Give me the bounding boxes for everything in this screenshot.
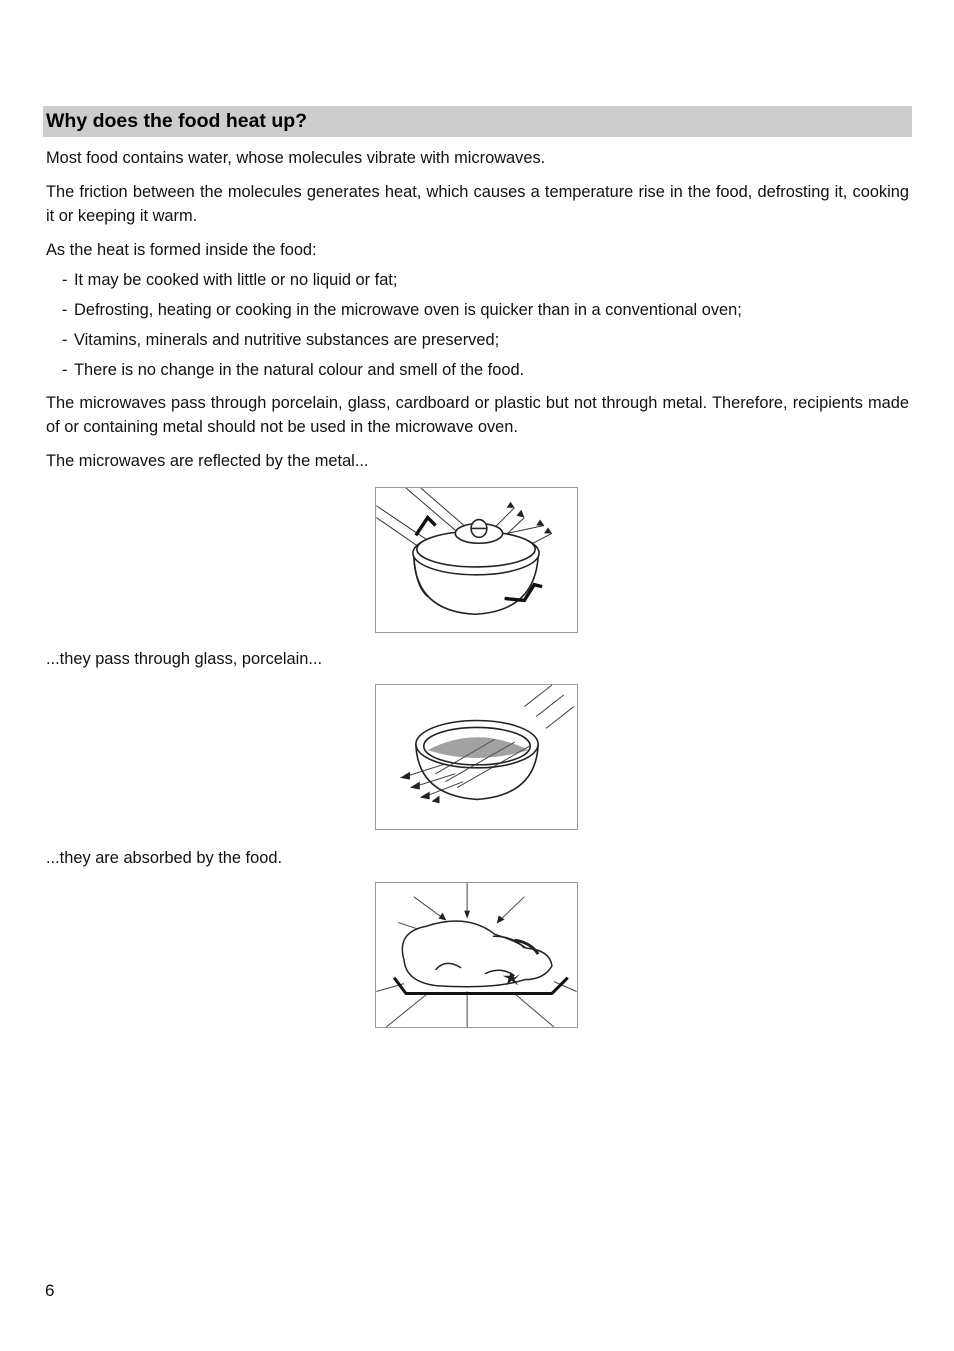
bullet-marker: - — [62, 271, 68, 289]
caption-food: ...they are absorbed by the food. — [46, 849, 282, 867]
metal-pot-figure — [375, 487, 578, 633]
caption-glass: ...they pass through glass, porcelain... — [46, 650, 323, 668]
chicken-illustration-icon — [376, 883, 577, 1027]
list-item — [62, 268, 742, 298]
list-item — [62, 358, 742, 388]
chicken-figure — [375, 882, 578, 1028]
metal-pot-illustration-icon — [376, 488, 577, 632]
paragraph-metal-warning: The microwaves pass through porcelain, glass, cardboard or plastic but not through metal. Therefore, recipients made of or containing metal should not be used in the microwave oven. — [46, 394, 909, 436]
caption-metal: The microwaves are reflected by the metal... — [46, 452, 369, 470]
list-item-text: Defrosting, heating or cooking in the microwave oven is quicker than in a conventional oven; — [74, 301, 742, 319]
list-item-text: Vitamins, minerals and nutritive substances are preserved; — [74, 331, 500, 349]
glass-bowl-illustration-icon — [376, 685, 577, 829]
bullet-marker: - — [62, 331, 68, 349]
paragraph-friction: The friction between the molecules generates heat, which causes a temperature rise in the food, defrosting it, cooking it or keeping it warm. — [46, 183, 909, 225]
list-item — [62, 298, 742, 328]
bullet-marker: - — [62, 301, 68, 319]
paragraph-water-molecules: Most food contains water, whose molecules vibrate with microwaves. — [46, 149, 546, 167]
section-heading: Why does the food heat up? — [46, 110, 308, 132]
paragraph-heat-inside: As the heat is formed inside the food: — [46, 241, 317, 259]
page-number: 6 — [45, 1281, 55, 1300]
list-item-text: It may be cooked with little or no liquid or fat; — [74, 271, 398, 289]
list-item-text: There is no change in the natural colour and smell of the food. — [74, 361, 525, 379]
bullet-marker: - — [62, 361, 68, 379]
benefits-list — [62, 268, 742, 388]
glass-bowl-figure — [375, 684, 578, 830]
list-item — [62, 328, 742, 358]
section-heading-bar — [43, 106, 912, 137]
